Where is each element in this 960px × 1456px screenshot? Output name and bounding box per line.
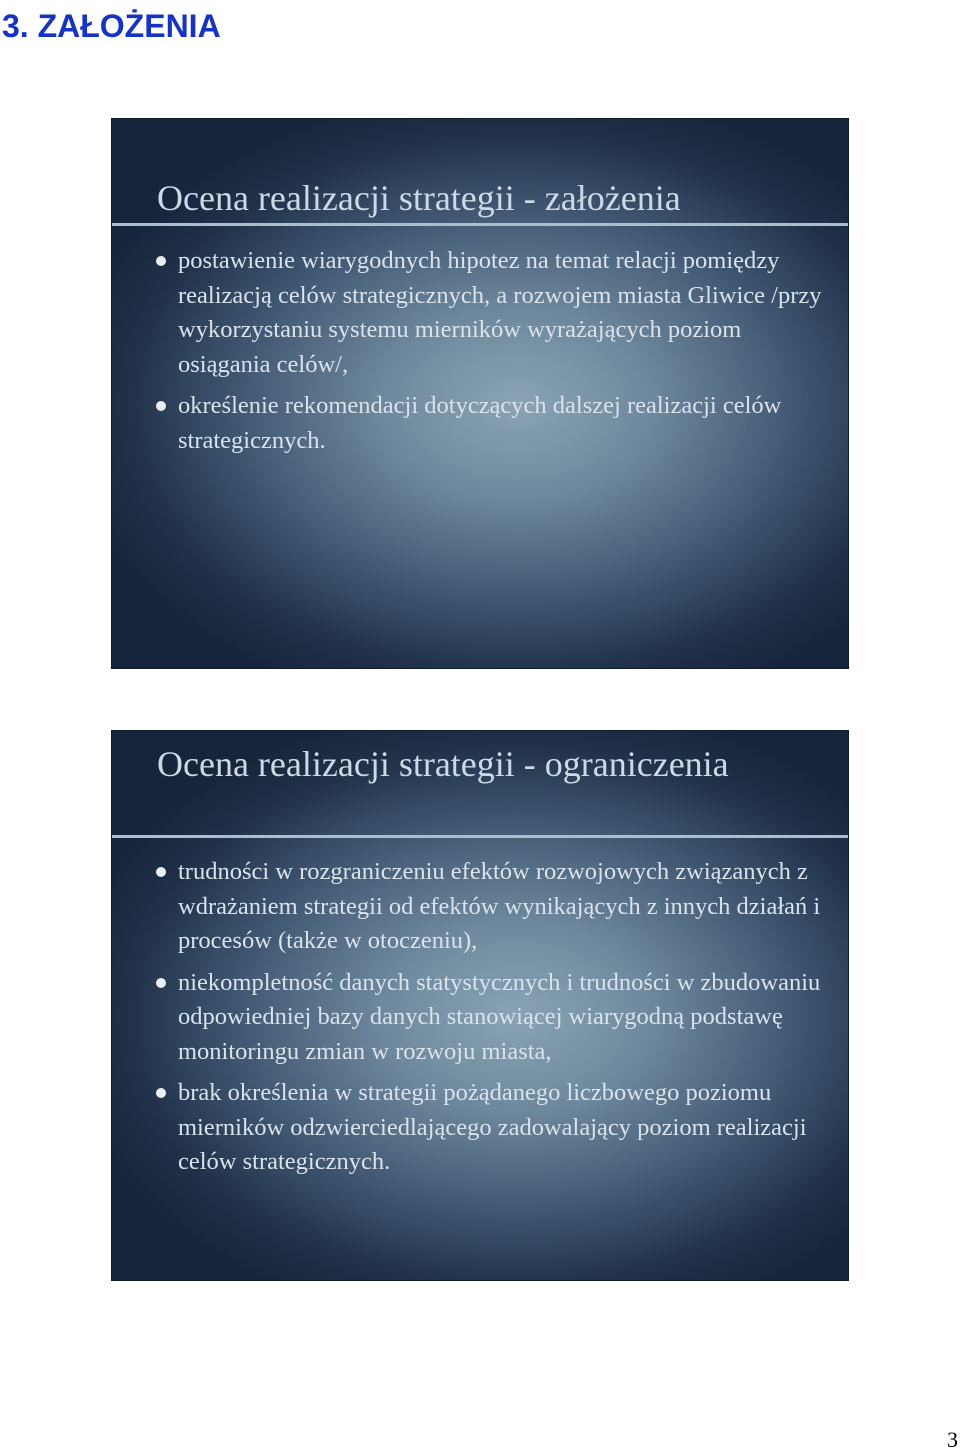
title-divider	[112, 223, 848, 226]
bullet-icon	[156, 256, 166, 266]
bullet-item	[178, 1076, 836, 1180]
bullet-text: postawienie wiarygodnych hipotez na temat relacji pomiędzy realizacją celów strategicznych, a rozwojem miasta Gliwice /przy wykorzystaniu systemu mierników wyrażających poziom osiągania celów/,	[178, 247, 822, 378]
bullet-text: określenie rekomendacji dotyczących dalszej realizacji celów strategicznych.	[178, 392, 782, 454]
slide-title: Ocena realizacji strategii - ograniczenia	[157, 744, 729, 784]
bullet-icon	[156, 401, 166, 411]
bullet-icon	[156, 1088, 166, 1098]
bullet-text: trudności w rozgraniczeniu efektów rozwojowych związanych z wdrażaniem strategii od efektów wynikających z innych działań i procesów (także w otoczeniu),	[178, 858, 821, 954]
title-divider	[112, 835, 848, 838]
slide-ograniczenia	[111, 730, 849, 1281]
bullet-item	[178, 855, 836, 959]
bullet-list	[178, 855, 836, 1187]
slide-zalozenia	[111, 118, 849, 669]
bullet-text: niekompletność danych statystycznych i trudności w zbudowaniu odpowiedniej bazy danych stanowiącej wiarygodną podstawę monitoringu zmian w rozwoju miasta,	[178, 968, 821, 1065]
bullet-item	[178, 389, 836, 458]
bullet-list	[178, 244, 836, 465]
bullet-icon	[156, 867, 166, 877]
page-number: 3	[947, 1427, 958, 1452]
bullet-item	[178, 966, 836, 1070]
bullet-text: brak określenia w strategii pożądanego liczbowego poziomu mierników odzwierciedlającego zadowalający poziom realizacji celów strategicznych.	[178, 1079, 807, 1175]
slide-title: Ocena realizacji strategii - założenia	[157, 178, 681, 218]
bullet-item	[178, 244, 836, 382]
bullet-icon	[156, 978, 166, 988]
page-heading: 3. ZAŁOŻENIA	[2, 8, 221, 44]
